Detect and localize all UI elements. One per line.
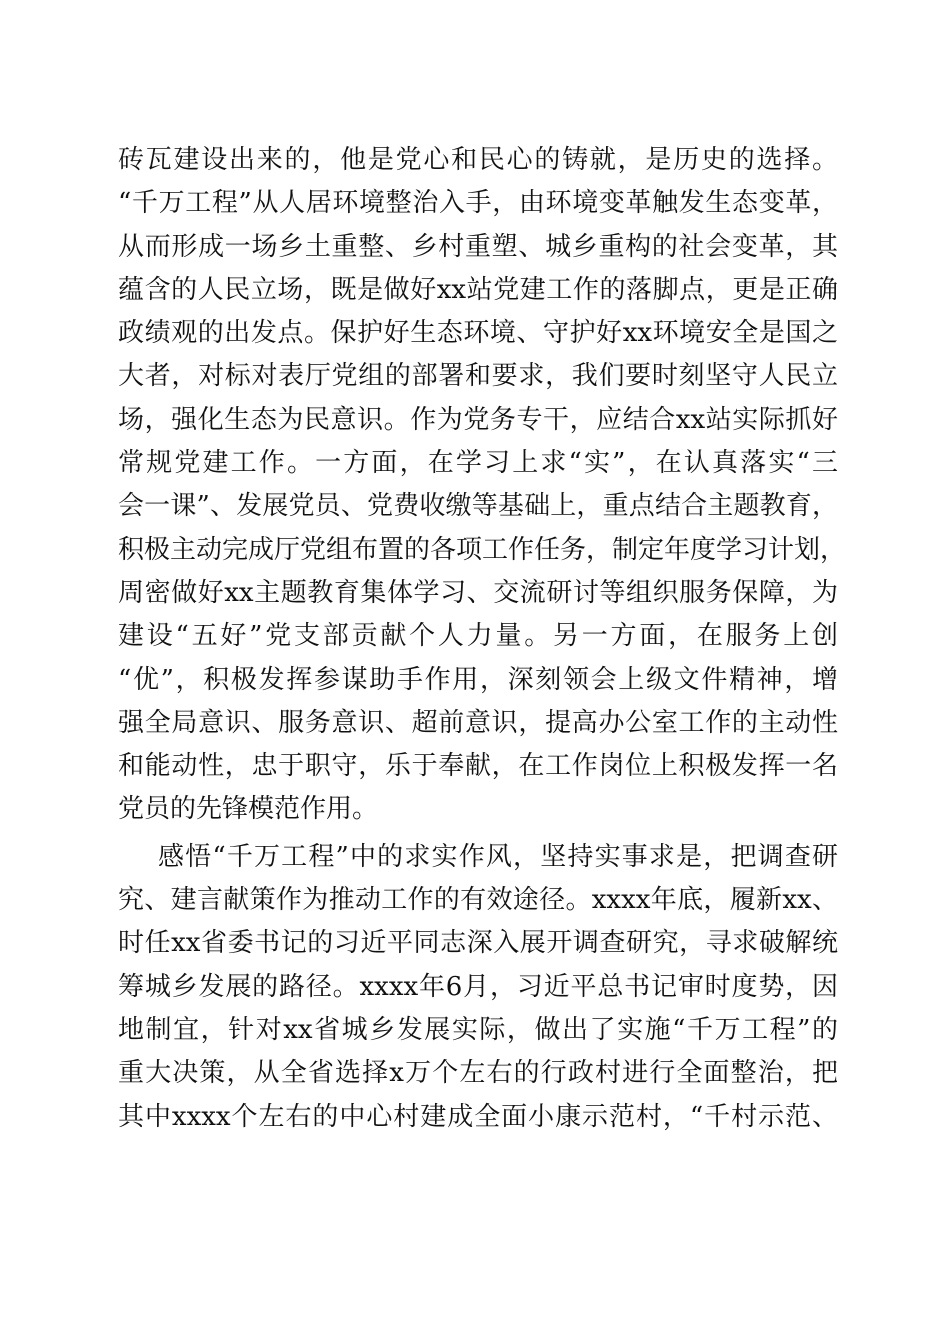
text-line: 感悟“千万工程”中的求实作风，坚持实事求是，把调查研 <box>158 841 838 872</box>
text-line: 强全局意识、服务意识、超前意识，提高办公室工作的主动性 <box>118 707 838 738</box>
text-line: 建设“五好”党支部贡献个人力量。另一方面，在服务上创 <box>118 621 838 652</box>
text-line: 积极主动完成厅党组布置的各项工作任务，制定年度学习计划， <box>118 534 847 565</box>
text-line: 大者，对标对表厅党组的部署和要求，我们要时刻坚守人民立 <box>118 361 838 392</box>
text-line: 从而形成一场乡土重整、乡村重塑、城乡重构的社会变革，其 <box>118 231 838 262</box>
text-line: 究、建言献策作为推动工作的有效途径。xxxx年底，履新xx、 <box>118 885 838 916</box>
text-line: 政绩观的出发点。保护好生态环境、守护好xx环境安全是国之 <box>118 318 838 349</box>
text-line: 常规党建工作。一方面，在学习上求“实”，在认真落实“三 <box>118 448 838 479</box>
text-line: 砖瓦建设出来的，他是党心和民心的铸就，是历史的选择。 <box>118 145 838 175</box>
text-line: 地制宜，针对xx省城乡发展实际，做出了实施“千万工程”的 <box>118 1014 838 1045</box>
text-line: 周密做好xx主题教育集体学习、交流研讨等组织服务保障，为 <box>118 577 838 608</box>
text-line: 党员的先锋模范作用。 <box>118 794 379 825</box>
text-line: “千万工程”从人居环境整治入手，由环境变革触发生态变革， <box>118 188 838 219</box>
text-line: 和能动性，忠于职守，乐于奉献，在工作岗位上积极发挥一名 <box>118 751 838 782</box>
text-line: 筹城乡发展的路径。xxxx年6月，习近平总书记审时度势，因 <box>118 971 838 1002</box>
text-line: 时任xx省委书记的习近平同志深入展开调查研究，寻求破解统 <box>118 928 838 959</box>
text-line: 重大决策，从全省选择x万个左右的行政村进行全面整治，把 <box>118 1058 838 1089</box>
document-body <box>118 139 847 1139</box>
paragraph-1 <box>118 139 847 832</box>
paragraph-2 <box>118 836 838 1139</box>
text-line: 其中xxxx个左右的中心村建成全面小康示范村，“千村示范、 <box>118 1101 838 1132</box>
text-line: 会一课”、发展党员、党费收缴等基础上，重点结合主题教育， <box>118 491 838 522</box>
text-line: 场，强化生态为民意识。作为党务专干，应结合xx站实际抓好 <box>118 404 838 435</box>
text-line: “优”，积极发挥参谋助手作用，深刻领会上级文件精神，增 <box>118 664 838 695</box>
text-line: 蕴含的人民立场，既是做好xx站党建工作的落脚点，更是正确 <box>118 274 838 305</box>
